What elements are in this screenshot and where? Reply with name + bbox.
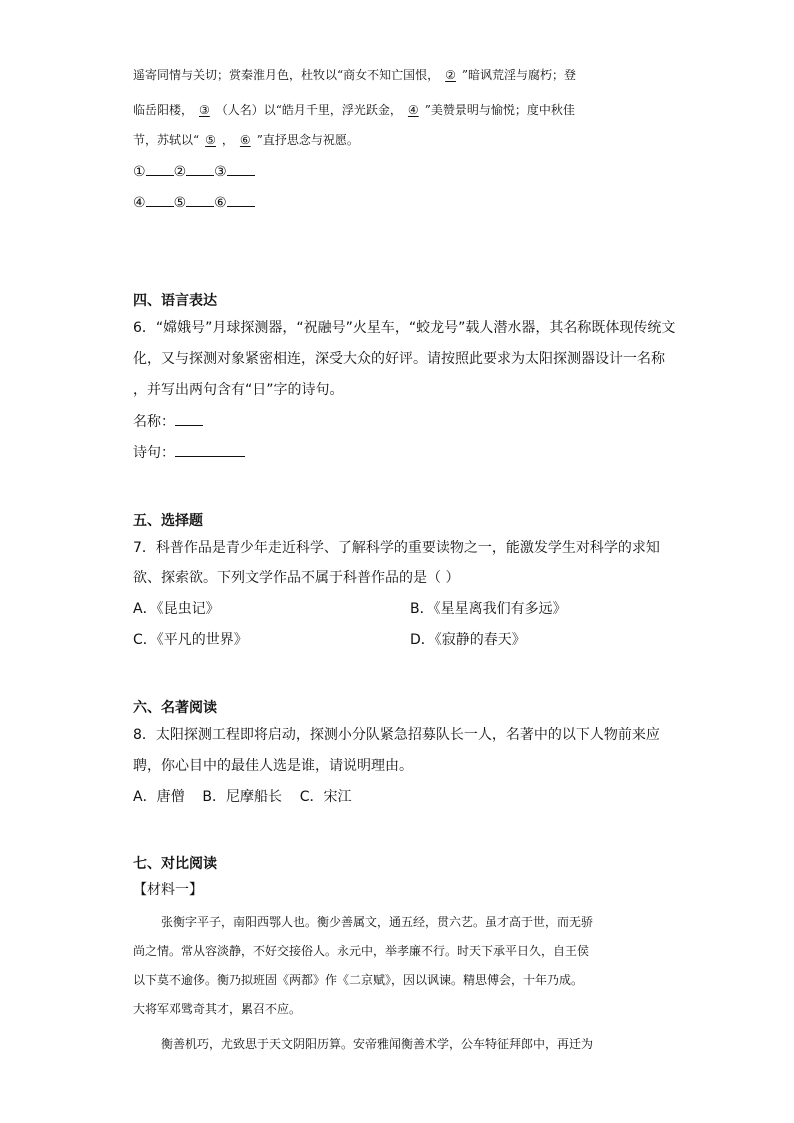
material-label: 【材料一】 [133, 882, 203, 898]
passage-text: 节，苏轼以“ [133, 133, 200, 147]
section-heading: 五、选择题 [133, 513, 203, 529]
answer-row-2 [133, 192, 255, 211]
answer-marker: ① [133, 164, 146, 180]
answer-marker: ④ [133, 195, 146, 211]
poem-answer-blank[interactable] [175, 442, 245, 457]
option-d[interactable]: D．《寂静的春天》 [410, 632, 526, 648]
answer-marker: ③ [214, 164, 227, 180]
answer-blank[interactable] [227, 161, 255, 176]
passage-text: （人名）以“皓月千里，浮光跃金， [215, 103, 402, 117]
passage-text: ”美赞景明与愉悦；度中秋佳 [424, 103, 575, 117]
option-a[interactable]: A．《昆虫记》 [133, 601, 220, 617]
section-heading: 四、语言表达 [133, 293, 217, 309]
answer-row-1 [133, 161, 255, 180]
section-heading: 六、名著阅读 [133, 700, 217, 716]
question-8-options: A．唐僧 B．尼摩船长 C．宋江 [133, 789, 352, 805]
section-heading: 七、对比阅读 [133, 856, 217, 872]
blank-4: ④ [407, 103, 419, 117]
passage-text: 临岳阳楼， [133, 103, 194, 117]
question-6-line-1: 6．“嫦娥号”月球探测器，“祝融号”火星车，“蛟龙号”载人潜水器，其名称既体现传统文 [133, 320, 676, 336]
question-7-line-1: 7．科普作品是青少年走近科学、了解科学的重要读物之一，能激发学生对科学的求知 [133, 540, 660, 556]
answer-blank[interactable] [186, 192, 214, 207]
answer-blank[interactable] [227, 192, 255, 207]
answer-marker: ⑥ [214, 195, 227, 211]
classical-text-line: 尚之情。常从容淡静，不好交接俗人。永元中，举孝廉不行。时天下承平日久，自王侯 [133, 944, 590, 958]
option-b[interactable]: B．《星星离我们有多远》 [410, 601, 567, 617]
classical-text-line: 张衡字平子，南阳西鄂人也。衡少善属文，通五经，贯六艺。虽才高于世，而无骄 [161, 915, 594, 929]
classical-text-line: 大将军邓骘奇其才，累召不应。 [133, 1002, 302, 1016]
poem-answer-row [133, 442, 245, 462]
classical-text-line: 以下莫不逾侈。衡乃拟班固《两都》作《二京赋》，因以讽谏。精思傅会，十年乃成。 [133, 973, 584, 987]
passage-text: ”暗讽荒淫与腐朽；登 [461, 68, 577, 82]
passage-line-2 [133, 101, 575, 118]
name-answer-blank[interactable] [175, 411, 203, 426]
question-6-line-3: ，并写出两句含有“日”字的诗句。 [133, 382, 344, 398]
classical-text-line: 衡善机巧，尤致思于天文阴阳历算。安帝雅闻衡善术学，公车特征拜郎中，再迁为 [161, 1037, 594, 1051]
passage-text: 遥寄同情与关切；赏秦淮月色，杜牧以“商女不知亡国恨， [133, 68, 440, 82]
answer-blank[interactable] [186, 161, 214, 176]
passage-line-1 [133, 66, 576, 83]
blank-5: ⑤ [205, 133, 216, 147]
name-answer-row [133, 411, 203, 431]
blank-6: ⑥ [239, 133, 251, 147]
question-8-line-2: 聘，你心目中的最佳人选是谁，请说明理由。 [133, 758, 413, 774]
question-8-line-1: 8．太阳探测工程即将启动，探测小分队紧急招募队长一人，名著中的以下人物前来应 [133, 727, 660, 743]
answer-marker: ⑤ [173, 195, 187, 211]
answer-marker: ② [173, 164, 187, 180]
passage-text: ”直抒思念与祝愿。 [256, 133, 359, 147]
passage-text: ， [221, 133, 234, 147]
blank-2: ② [445, 68, 456, 82]
name-label: 名称： [133, 414, 175, 430]
answer-blank[interactable] [146, 192, 174, 207]
passage-line-3 [133, 131, 359, 148]
question-6-line-2: 化，又与探测对象紧密相连，深受大众的好评。请按照此要求为太阳探测器设计一名称 [133, 351, 665, 367]
question-7-line-2: 欲、探索欲。下列文学作品不属于科普作品的是（ ） [133, 570, 460, 586]
option-c[interactable]: C．《平凡的世界》 [133, 632, 248, 648]
poem-label: 诗句： [133, 445, 175, 461]
answer-blank[interactable] [146, 161, 174, 176]
blank-3: ③ [199, 103, 210, 117]
